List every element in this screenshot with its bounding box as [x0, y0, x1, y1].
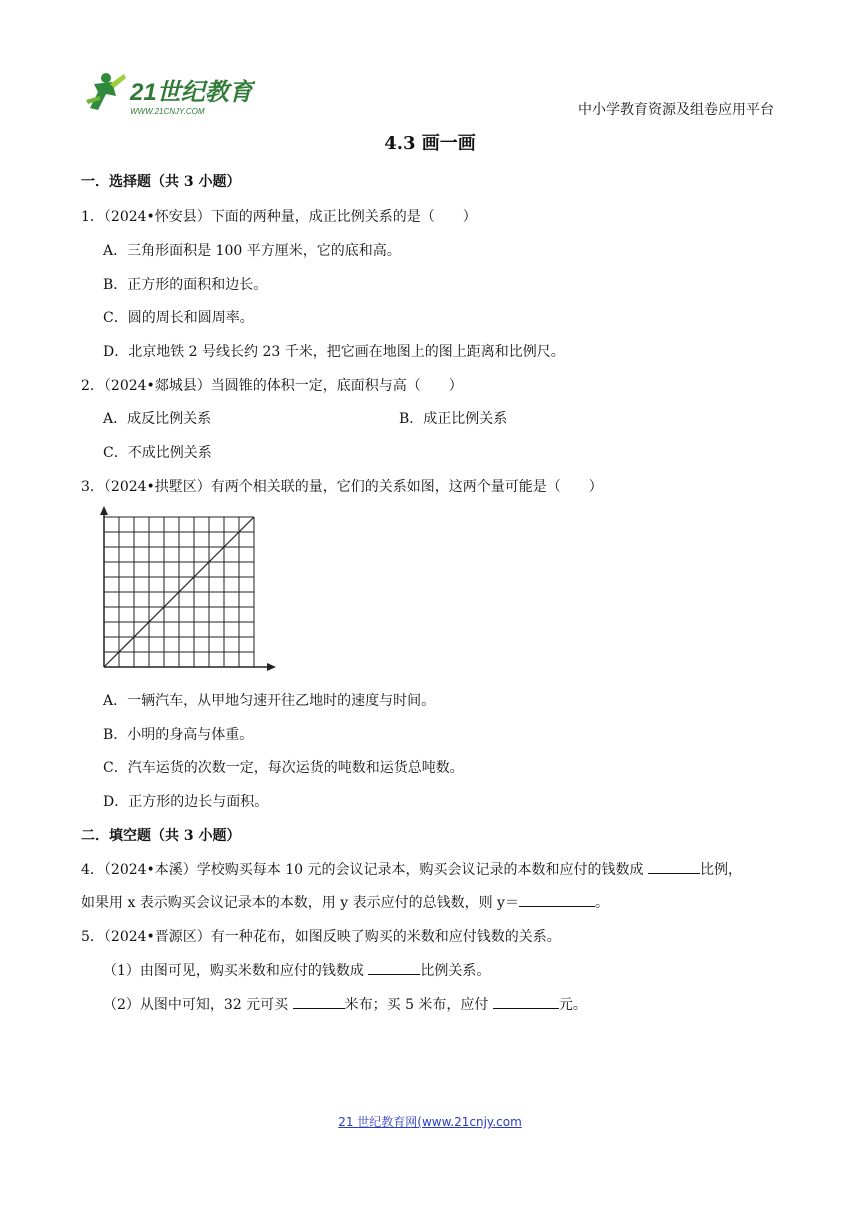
- logo-text: 21世纪教育: [130, 79, 253, 106]
- question-1-stem: 1．（2024•怀安县）下面的两种量，成正比例关系的是（ ）: [81, 209, 477, 225]
- question-1-option-d: D．北京地铁 2 号线长约 23 千米，把它画在地图上的图上距离和比例尺。: [103, 344, 565, 360]
- platform-name: 中小学教育资源及组卷应用平台: [578, 102, 774, 118]
- question-4-blank-2[interactable]: [519, 892, 595, 907]
- question-1-option-b: B．正方形的面积和边长。: [103, 277, 268, 293]
- question-1-option-c: C．圆的周长和圆周率。: [103, 310, 254, 326]
- question-3-option-d: D．正方形的边长与面积。: [103, 794, 269, 810]
- question-5-blank-2[interactable]: [293, 994, 345, 1009]
- question-4-blank-1[interactable]: [648, 859, 700, 874]
- question-5-part-1: [103, 960, 490, 980]
- question-5-blank-3[interactable]: [493, 994, 559, 1009]
- question-3-option-a: A．一辆汽车，从甲地匀速开往乙地时的速度与时间。: [103, 693, 436, 709]
- question-5-part-2: [103, 994, 587, 1014]
- question-5-part-1-text-b: 比例关系。: [420, 963, 491, 979]
- question-2-stem: 2．（2024•郯城县）当圆锥的体积一定，底面积与高（ ）: [81, 378, 463, 394]
- section-heading-choice: 一．选择题（共 3 小题）: [81, 174, 241, 190]
- question-2-option-a: A．成反比例关系: [103, 411, 212, 427]
- question-1-option-a: A．三角形面积是 100 平方厘米，它的底和高。: [103, 243, 401, 259]
- question-5-part-1-text-a: （1）由图可见，购买米数和应付的钱数成: [103, 963, 369, 979]
- question-5-part-2-text-b: 米布；买 5 米布，应付: [344, 997, 493, 1013]
- question-4-text-b: 比例，: [699, 862, 742, 878]
- footer-link[interactable]: 21 世纪教育网(www.21cnjy.com: [338, 1115, 522, 1129]
- question-5-part-2-text-c: 元。: [558, 997, 587, 1013]
- question-2-option-c: C．不成比例关系: [103, 445, 212, 461]
- question-4-line-2: [81, 892, 609, 912]
- question-2-option-b: B．成正比例关系: [399, 411, 508, 427]
- logo: [80, 70, 255, 118]
- question-3-stem: 3．（2024•拱墅区）有两个相关联的量，它们的关系如图，这两个量可能是（ ）: [81, 479, 603, 495]
- question-3-figure: [96, 505, 276, 675]
- footer: [0, 1113, 860, 1130]
- question-3-option-c: C．汽车运货的次数一定，每次运货的吨数和运货总吨数。: [103, 760, 464, 776]
- question-5-blank-1[interactable]: [368, 960, 420, 975]
- question-4-text-d: 。: [594, 895, 609, 911]
- x-axis-arrow: [267, 663, 276, 671]
- section-heading-fill: 二．填空题（共 3 小题）: [81, 828, 241, 844]
- question-4-text-c: 如果用 x 表示购买会议记录本的本数，用 y 表示应付的总钱数，则 y＝: [81, 895, 519, 911]
- page-title: 4.3 画一画: [384, 133, 476, 154]
- logo-url: WWW.21CNJY.COM: [130, 107, 205, 116]
- y-axis-arrow: [100, 506, 108, 515]
- question-5-part-2-text-a: （2）从图中可知，32 元可买: [103, 997, 293, 1013]
- question-4-text-a: 4．（2024•本溪）学校购买每本 10 元的会议记录本，购买会议记录的本数和应付的钱数成: [81, 862, 648, 878]
- question-4-line-1: [81, 859, 742, 879]
- question-3-option-b: B．小明的身高与体重。: [103, 727, 254, 743]
- question-5-stem: 5．（2024•晋源区）有一种花布，如图反映了购买的米数和应付钱数的关系。: [81, 929, 561, 945]
